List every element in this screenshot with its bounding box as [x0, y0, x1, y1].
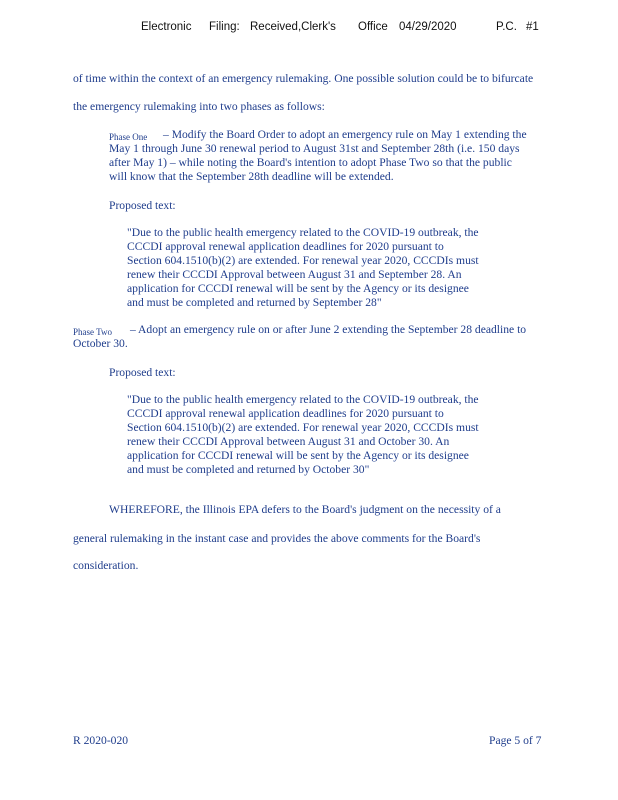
- header-date: 04/29/2020: [399, 21, 457, 33]
- phase-one-line-1: – Modify the Board Order to adopt an emergency rule on May 1 extending the: [163, 128, 527, 141]
- phase-one-label: Phase One: [109, 132, 148, 142]
- header-pc-number: #1: [526, 21, 539, 33]
- header-office: Office: [358, 21, 388, 33]
- quote-1-line-2: CCCDI approval renewal application deadlines for 2020 pursuant to: [127, 240, 444, 253]
- quote-2-line-4: renew their CCCDI Approval between August 31 and October 30. An: [127, 435, 450, 448]
- quote-2-line-6: and must be completed and returned by October 30": [127, 463, 370, 476]
- phase-one-line-3: after May 1) – while noting the Board's intention to adopt Phase Two so that the public: [109, 156, 512, 169]
- closing-line-1: WHEREFORE, the Illinois EPA defers to the Board's judgment on the necessity of a: [109, 503, 501, 516]
- quote-1-line-3: Section 604.1510(b)(2) are extended. For renewal year 2020, CCCDIs must: [127, 254, 479, 267]
- proposed-text-label-1: Proposed text:: [109, 199, 176, 212]
- quote-1-line-6: and must be completed and returned by September 28": [127, 296, 382, 309]
- quote-1-line-4: renew their CCCDI Approval between August 31 and September 28. An: [127, 268, 462, 281]
- proposed-text-label-2: Proposed text:: [109, 366, 176, 379]
- phase-one-line-4: will know that the September 28th deadline will be extended.: [109, 170, 394, 183]
- quote-1-line-1: "Due to the public health emergency related to the COVID-19 outbreak, the: [127, 226, 479, 239]
- quote-2-line-1: "Due to the public health emergency related to the COVID-19 outbreak, the: [127, 393, 479, 406]
- quote-1-line-5: application for CCCDI renewal will be sent by the Agency or its designee: [127, 282, 469, 295]
- quote-2-line-3: Section 604.1510(b)(2) are extended. For renewal year 2020, CCCDIs must: [127, 421, 479, 434]
- header-electronic: Electronic: [141, 21, 192, 33]
- header-received: Received,Clerk's: [250, 21, 336, 33]
- intro-line-1: of time within the context of an emergency rulemaking. One possible solution could be to bifurcate: [73, 72, 534, 85]
- phase-two-line-1: – Adopt an emergency rule on or after June 2 extending the September 28 deadline to: [130, 323, 527, 336]
- footer-page-number: Page 5 of 7: [489, 734, 542, 747]
- phase-two-line-2: October 30.: [73, 337, 128, 350]
- phase-two-label: Phase Two: [73, 327, 112, 337]
- quote-2-line-5: application for CCCDI renewal will be sent by the Agency or its designee: [127, 449, 469, 462]
- quote-2-line-2: CCCDI approval renewal application deadlines for 2020 pursuant to: [127, 407, 444, 420]
- closing-line-3: consideration.: [73, 559, 139, 572]
- phase-one-line-2: May 1 through June 30 renewal period to August 31st and September 28th (i.e. 150 days: [109, 142, 520, 155]
- intro-line-2: the emergency rulemaking into two phases as follows:: [73, 100, 325, 113]
- header-filing: Filing:: [209, 21, 240, 33]
- footer-docket-number: R 2020-020: [73, 734, 129, 747]
- closing-line-2: general rulemaking in the instant case and provides the above comments for the Board's: [73, 532, 481, 545]
- header-pc: P.C.: [496, 21, 517, 33]
